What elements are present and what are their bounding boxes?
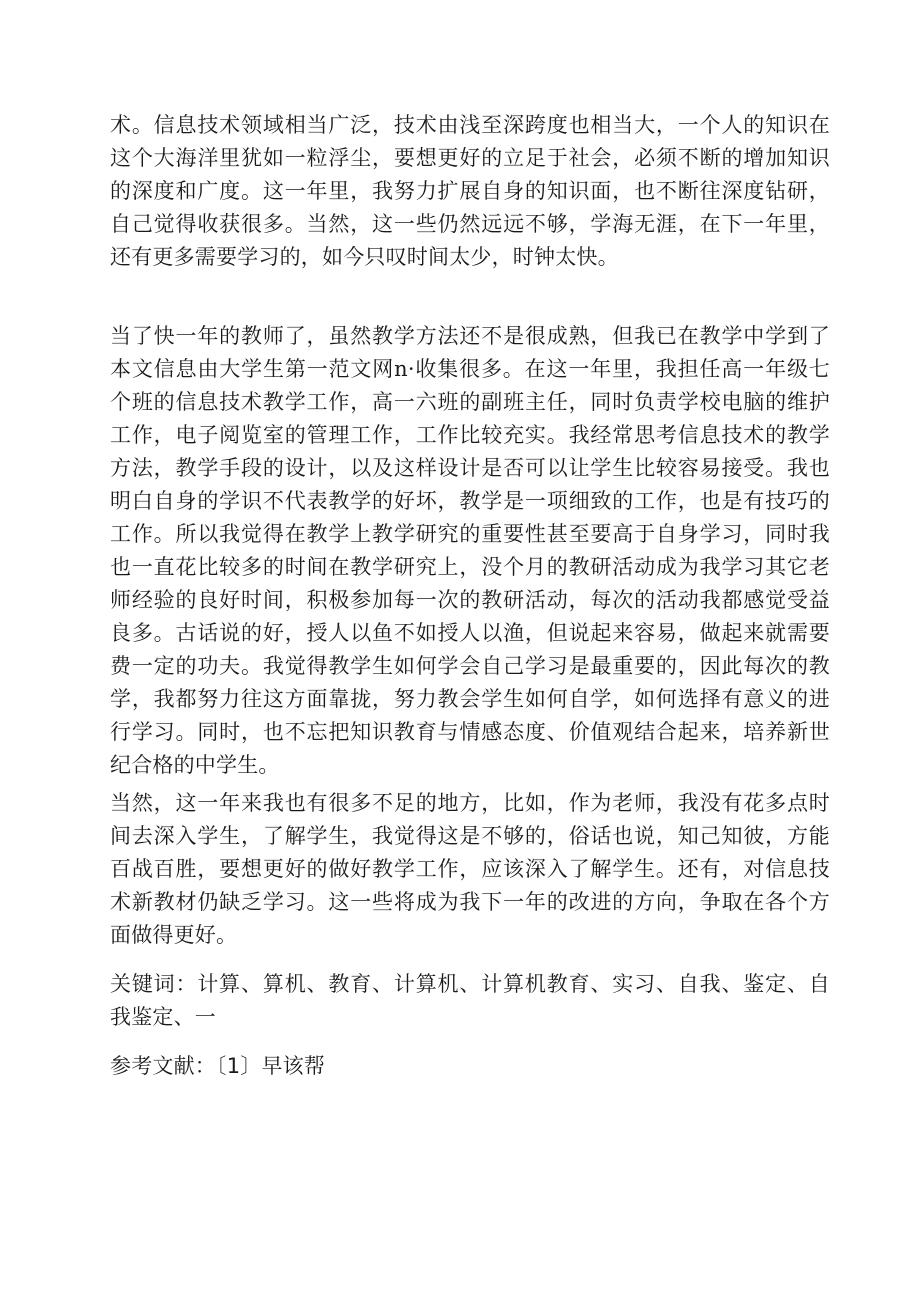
reference-label: 参考文献：〔 [110,1054,227,1078]
reference-line [110,1050,830,1083]
reference-text: 〕早该帮 [240,1054,326,1078]
paragraph-2: 当了快一年的教师了，虽然教学方法还不是很成熟，但我已在教学中学到了本文信息由大学生第一范文网n·收集很多。在这一年里，我担任高一年级七个班的信息技术教学工作，高一六班的副班主任，同时负责学校电脑的维护工作，电子阅览室的管理工作，工作比较充实。我经常思考信息技术的教学方法，教学手段的设计，以及这样设计是否可以让学生比较容易接受。我也明白自身的学识不代表教学的好坏，教学是一项细致的工作，也是有技巧的工作。所以我觉得在教学上教学研究的重要性甚至要高于自身学习，同时我也一直花比较多的时间在教学研究上，没个月的教研活动成为我学习其它老师经验的良好时间，积极参加每一次的教研活动，每次的活动我都感觉受益良多。古话说的好，授人以鱼不如授人以渔，但说起来容易，做起来就需要费一定的功夫。我觉得教学生如何学会自己学习是最重要的，因此每次的教学，我都努力往这方面靠拢，努力教会学生如何自学，如何选择有意义的进行学习。同时，也不忘把知识教育与情感态度、价值观结合起来，培养新世纪合格的中学生。 [110,324,830,777]
paragraph-3: 当然，这一年来我也有很多不足的地方，比如，作为老师，我没有花多点时间去深入学生，了解学生，我觉得这是不够的，俗话也说，知己知彼，方能百战百胜，要想更好的做好教学工作，应该深入了解学生。还有，对信息技术新教材仍缺乏学习。这一些将成为我下一年的改进的方向，争取在各个方面做得更好。 [110,791,830,947]
paragraph-1: 术。信息技术领域相当广泛，技术由浅至深跨度也相当大，一个人的知识在这个大海洋里犹如一粒浮尘，要想更好的立足于社会，必须不断的增加知识的深度和广度。这一年里，我努力扩展自身的知识面，也不断往深度钻研，自己觉得收获很多。当然，这一些仍然远远不够，学海无涯，在下一年里，还有更多需要学习的，如今只叹时间太少，时钟太快。 [110,113,830,269]
keywords-line: 关键词：计算、算机、教育、计算机、计算机教育、实习、自我、鉴定、自我鉴定、一 [110,972,830,1029]
reference-number: 1 [226,1054,241,1078]
